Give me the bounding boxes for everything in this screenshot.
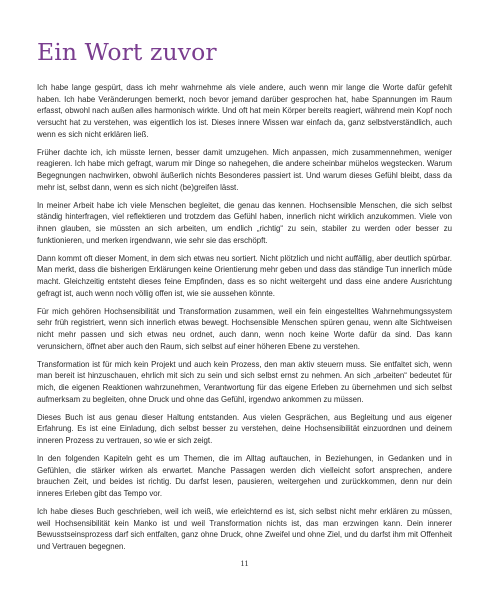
paragraph-2: Früher dachte ich, ich müsste lernen, besser damit umzugehen. Mich anpassen, mich zusammennehmen, weniger reagieren. Ich habe mich gefragt, warum mir Dinge so nahegehen, die andere scheinbar mühelos wegstecken. Warum Begegnungen nachwirken, obwohl äußerlich nichts Besonderes passiert ist. Und warum dieses Gefühl bleibt, dass da mehr ist, selbst dann, wenn es sich nicht (be)greifen lässt. (37, 147, 452, 192)
paragraph-7: Dieses Buch ist aus genau dieser Haltung entstanden. Aus vielen Gesprächen, aus Begleitung und aus eigener Erfahrung. Es ist eine Einladung, dich selbst besser zu verstehen, deine Hochsensibilität einzuordnen und deinem inneren Prozess zu vertrauen, so wie er sich zeigt. (37, 412, 452, 446)
paragraph-9: Ich habe dieses Buch geschrieben, weil ich weiß, wie erleichternd es ist, sich selbst nicht mehr erklären zu müssen, weil Hochsensibilität kein Manko ist und weil Transformation nichts ist, das man erzwingen kann. Dein innerer Bewusstseinsprozess darf sich entfalten, ganz ohne Druck, ohne Zweifel und ohne Ziel, und du darfst ihm mit Offenheit und Vertrauen begegnen. (37, 507, 452, 552)
paragraph-8: In den folgenden Kapiteln geht es um Themen, die im Alltag auftauchen, in Beziehungen, in Gedanken und in Gefühlen, die stärker wirken als erwartet. Manche Passagen werden dich vielleicht sofort ansprechen, andere brauchen Zeit, und beides ist richtig. Du darfst lesen, pausieren, weitergehen und zurückkommen, denn nur dein inneres Erleben gibt das Tempo vor. (37, 454, 452, 499)
paragraph-4: Dann kommt oft dieser Moment, in dem sich etwas neu sortiert. Nicht plötzlich und nicht auffällig, aber deutlich spürbar. Man merkt, dass die bisherigen Erklärungen keine Orientierung mehr geben und dass das ständige Tun innerlich müde macht. Gleichzeitig entsteht dieses feine Empfinden, dass es so nicht weitergeht und dass eine andere Ausrichtung gefragt ist, auch wenn noch völlig offen ist, wie sie aussehen könnte. (37, 253, 452, 298)
paragraph-3: In meiner Arbeit habe ich viele Menschen begleitet, die genau das kennen. Hochsensible Menschen, die sich selbst ständig hinterfragen, viel reflektieren und trotzdem das Gefühl haben, innerlich nicht wirklich anzukommen. Viele von ihnen glauben, sie müssten an sich arbeiten, um endlich „richtig“ zu sein, stabiler zu werden oder besser zu funktionieren, und merken irgendwann, wie sehr sie das erschöpft. (37, 200, 452, 245)
page-number: 11 (240, 558, 249, 568)
paragraph-5: Für mich gehören Hochsensibilität und Transformation zusammen, weil ein fein eingestelltes Wahrnehmungssystem sehr früh registriert, wenn sich innerlich etwas bewegt. Hochsensible Menschen spüren genau, wenn alte Sichtweisen nicht mehr passen und sich etwas neu ordnet, auch dann, wenn noch keine Worte dafür da sind. Das kann verunsichern, öffnet aber auch den Raum, sich selbst auf einer höheren Ebene zu verstehen. (37, 306, 452, 351)
paragraph-6: Transformation ist für mich kein Projekt und auch kein Prozess, den man aktiv steuern muss. Sie entfaltet sich, wenn man bereit ist hinzuschauen, ehrlich mit sich zu sein und sich selbst ernst zu nehmen. An sich „arbeiten“ bedeutet für mich, die eigenen Reaktionen wahrzunehmen, Verantwortung für das eigene Erleben zu übernehmen und sich selbst aufmerksam zu begleiten, ohne Druck und ohne das Gefühl, irgendwo ankommen zu müssen. (37, 359, 452, 404)
paragraph-1: Ich habe lange gespürt, dass ich mehr wahrnehme als viele andere, auch wenn mir lange die Worte dafür gefehlt haben. Ich habe Veränderungen bemerkt, noch bevor jemand darüber gesprochen hat, habe Spannungen im Raum erfasst, obwohl nach außen alles harmonisch wirkte. Und oft hat mein Körper bereits reagiert, während mein Kopf noch versucht hat zu verstehen, was eigentlich los ist. Dieses innere Wissen war einfach da, ganz selbstverständlich, auch wenn es sich nicht erklären ließ. (37, 83, 452, 139)
chapter-title: Ein Wort zuvor (37, 38, 217, 66)
